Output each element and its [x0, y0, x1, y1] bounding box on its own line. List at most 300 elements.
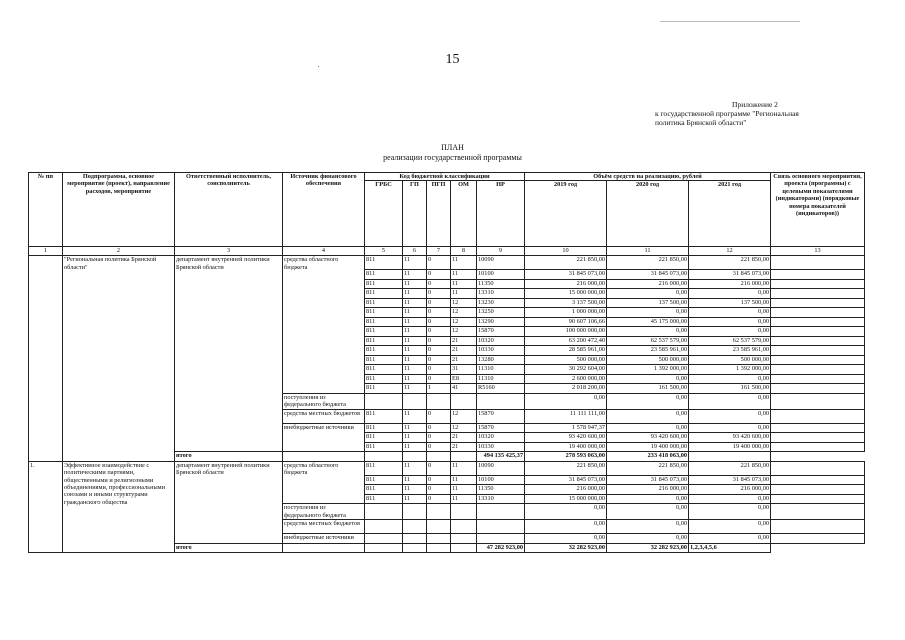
pgp-cell: 0	[427, 308, 451, 318]
amount-2021: 0,00	[689, 393, 771, 409]
amount-2020: 1 392 000,00	[607, 365, 689, 375]
index-cell: 12	[689, 247, 771, 256]
indicator-link-cell	[771, 327, 865, 337]
gp-cell: 11	[403, 336, 427, 346]
amount-2020: 31 845 073,00	[607, 270, 689, 280]
nr-cell: 11310	[477, 365, 525, 375]
header-nr: НР	[477, 181, 525, 247]
indicator-link-cell	[771, 279, 865, 289]
amount-2020: 0,00	[607, 289, 689, 299]
gp-cell: 11	[403, 298, 427, 308]
nr-cell: 10090	[477, 461, 525, 475]
header-grbs: ГРБС	[365, 181, 403, 247]
row-number: 1.	[29, 461, 63, 552]
amount-2021: 0,00	[689, 494, 771, 504]
plan-table-body	[29, 247, 865, 553]
header-no: № пп	[29, 173, 63, 247]
gp-cell: 11	[403, 256, 427, 270]
om-cell: 11	[451, 279, 477, 289]
plan-title	[0, 143, 905, 163]
pgp-cell: 0	[427, 270, 451, 280]
pgp-cell: 0	[427, 289, 451, 299]
nr-cell: 13310	[477, 289, 525, 299]
grbs-cell: 811	[365, 270, 403, 280]
empty-code-cell	[365, 452, 403, 462]
row-number	[29, 256, 63, 461]
amount-2021: 0,00	[689, 534, 771, 544]
om-cell: 12	[451, 409, 477, 423]
nr-cell: 11310	[477, 374, 525, 384]
grbs-cell: 811	[365, 494, 403, 504]
indicator-link-cell	[771, 461, 865, 475]
table-row	[29, 461, 865, 475]
indicator-link-cell	[771, 423, 865, 433]
source-oblast: средства областного бюджета	[283, 461, 365, 504]
amount-2020: 93 420 600,00	[607, 433, 689, 443]
empty-code-cell	[477, 534, 525, 544]
program-name: "Региональная политика Брянской области"	[63, 256, 175, 461]
amount-2021: 31 845 073,00	[689, 270, 771, 280]
index-cell: 10	[525, 247, 607, 256]
appendix-line-2: к государственной программе "Региональная	[655, 109, 799, 118]
indicator-link-cell	[771, 534, 865, 544]
indicator-link-cell	[771, 365, 865, 375]
source-local: средства местных бюджетов	[283, 409, 365, 423]
om-cell: 11	[451, 494, 477, 504]
amount-2020: 0,00	[607, 520, 689, 534]
header-code-group: Код бюджетной классификации	[365, 173, 525, 181]
page-number: 15	[445, 52, 460, 67]
empty-code-cell	[451, 393, 477, 409]
amount-2019: 30 292 604,00	[525, 365, 607, 375]
indicator-link-cell	[771, 384, 865, 394]
index-cell: 11	[607, 247, 689, 256]
amount-2019: 221 850,00	[525, 256, 607, 270]
gp-cell: 11	[403, 374, 427, 384]
program-name: Эффективное взаимодействие с политическими партиями, общественными и религиозными объединениями, профессиональными союзами и иными структурами гражданского общества	[63, 461, 175, 552]
om-cell: 11	[451, 270, 477, 280]
appendix-line-1: Приложение 2	[732, 100, 778, 109]
amount-2020: 32 282 923,00	[525, 543, 607, 553]
pgp-cell: 0	[427, 346, 451, 356]
index-cell: 9	[477, 247, 525, 256]
gp-cell: 11	[403, 461, 427, 475]
empty-code-cell	[477, 393, 525, 409]
amount-2021: 0,00	[689, 409, 771, 423]
amount-2021: 233 418 063,00	[607, 452, 689, 462]
gp-cell: 11	[403, 270, 427, 280]
grbs-cell: 811	[365, 308, 403, 318]
amount-2020: 0,00	[607, 327, 689, 337]
grbs-cell: 811	[365, 346, 403, 356]
grbs-cell: 811	[365, 461, 403, 475]
indicator-link-cell	[771, 494, 865, 504]
indicator-link-cell	[771, 308, 865, 318]
gp-cell: 11	[403, 355, 427, 365]
amount-2020: 31 845 073,00	[607, 475, 689, 485]
nr-cell: 10100	[477, 270, 525, 280]
amount-2021: 0,00	[689, 317, 771, 327]
amount-2019: 15 000 000,00	[525, 494, 607, 504]
empty-code-cell	[427, 504, 451, 520]
amount-2021: 19 400 000,00	[689, 442, 771, 452]
amount-2021: 221 850,00	[689, 461, 771, 475]
empty-code-cell	[365, 504, 403, 520]
header-program: Подпрограмма, основное мероприятие (проект), направление расходов, мероприятие	[63, 173, 175, 247]
amount-2019: 11 111 111,00	[525, 409, 607, 423]
om-cell: 11	[451, 475, 477, 485]
nr-cell: 10330	[477, 442, 525, 452]
gp-cell: 11	[403, 308, 427, 318]
empty-code-cell	[403, 520, 427, 534]
total-label: итого	[175, 543, 283, 553]
nr-cell: 10330	[477, 346, 525, 356]
pgp-cell: 0	[427, 409, 451, 423]
om-cell: 11	[451, 289, 477, 299]
gp-cell: 11	[403, 317, 427, 327]
amount-2021: 161 500,00	[689, 384, 771, 394]
gp-cell: 11	[403, 475, 427, 485]
amount-2019: 0,00	[525, 534, 607, 544]
amount-2019: 1 578 947,37	[525, 423, 607, 433]
amount-2019: 93 420 600,00	[525, 433, 607, 443]
amount-2021: 500 000,00	[689, 355, 771, 365]
om-cell: 12	[451, 298, 477, 308]
pgp-cell: 0	[427, 317, 451, 327]
om-cell: 21	[451, 442, 477, 452]
indicator-link-cell	[771, 256, 865, 270]
amount-2019: 2 018 200,00	[525, 384, 607, 394]
table-row	[29, 256, 865, 270]
pgp-cell: 0	[427, 485, 451, 495]
index-cell: 8	[451, 247, 477, 256]
pgp-cell: 1	[427, 384, 451, 394]
source-federal: поступления из федерального бюджета	[283, 393, 365, 409]
indicator-link-cell	[771, 355, 865, 365]
source-local: средства местных бюджетов	[283, 520, 365, 534]
index-cell: 13	[771, 247, 865, 256]
amount-2021: 0,00	[689, 289, 771, 299]
amount-2019: 28 585 961,00	[525, 346, 607, 356]
indicator-link-cell	[771, 393, 865, 409]
pgp-cell: 0	[427, 279, 451, 289]
empty-code-cell	[427, 534, 451, 544]
om-cell: 41	[451, 384, 477, 394]
amount-2019: 90 607 106,66	[525, 317, 607, 327]
header-source: Источник финансового обеспечения	[283, 173, 365, 247]
amount-2020: 137 500,00	[607, 298, 689, 308]
amount-2020: 0,00	[607, 504, 689, 520]
header-pgp: ПГП	[427, 181, 451, 247]
empty-code-cell	[365, 543, 403, 553]
pgp-cell: 0	[427, 355, 451, 365]
empty-code-cell	[427, 452, 451, 462]
empty-code-cell	[451, 543, 477, 553]
amount-2020: 216 000,00	[607, 279, 689, 289]
header-gp: ГП	[403, 181, 427, 247]
header-2021: 2021 год	[689, 181, 771, 247]
amount-2021: 0,00	[689, 423, 771, 433]
indicator-link-cell	[771, 475, 865, 485]
source-extra: внебюджетные источники	[283, 534, 365, 544]
om-cell: 11	[451, 485, 477, 495]
amount-2019: 15 000 000,00	[525, 289, 607, 299]
source-federal: поступления из федерального бюджета	[283, 504, 365, 520]
pgp-cell: 0	[427, 298, 451, 308]
amount-2021: 0,00	[689, 374, 771, 384]
index-row	[29, 247, 865, 256]
indicator-link-cell	[771, 298, 865, 308]
empty-code-cell	[477, 504, 525, 520]
amount-2019: 19 400 000,00	[525, 442, 607, 452]
plan-title-line-2: реализации государственной программы	[383, 153, 522, 162]
amount-2019: 0,00	[525, 393, 607, 409]
empty-code-cell	[283, 452, 365, 462]
grbs-cell: 811	[365, 365, 403, 375]
indicator-link-cell: 1,2,3,4,5,6	[689, 543, 771, 553]
grbs-cell: 811	[365, 442, 403, 452]
nr-cell: 13290	[477, 317, 525, 327]
appendix-note	[655, 100, 855, 127]
empty-code-cell	[451, 452, 477, 462]
plan-title-line-1: ПЛАН	[441, 143, 464, 152]
grbs-cell: 811	[365, 289, 403, 299]
empty-code-cell	[451, 504, 477, 520]
nr-cell: R5160	[477, 384, 525, 394]
indicator-link-cell	[771, 442, 865, 452]
empty-code-cell	[427, 543, 451, 553]
source-extra: внебюджетные источники	[283, 423, 365, 452]
amount-2021: 0,00	[689, 504, 771, 520]
pgp-cell: 0	[427, 494, 451, 504]
grbs-cell: 811	[365, 298, 403, 308]
nr-cell: 15870	[477, 327, 525, 337]
amount-2020: 0,00	[607, 494, 689, 504]
gp-cell: 11	[403, 365, 427, 375]
empty-code-cell	[365, 534, 403, 544]
indicator-link-cell	[771, 409, 865, 423]
amount-2019: 3 137 500,00	[525, 298, 607, 308]
amount-2020: 19 400 000,00	[607, 442, 689, 452]
amount-2020: 0,00	[607, 393, 689, 409]
pgp-cell: 0	[427, 256, 451, 270]
header-volume-group: Объём средств на реализацию, рублей	[525, 173, 771, 181]
amount-2020: 221 850,00	[607, 256, 689, 270]
index-cell: 4	[283, 247, 365, 256]
amount-2020: 216 000,00	[607, 485, 689, 495]
amount-2020: 0,00	[607, 423, 689, 433]
amount-2020: 23 585 961,00	[607, 346, 689, 356]
grbs-cell: 811	[365, 485, 403, 495]
gp-cell: 11	[403, 346, 427, 356]
nr-cell: 13280	[477, 355, 525, 365]
amount-2021: 62 537 579,00	[689, 336, 771, 346]
amount-2020: 0,00	[607, 534, 689, 544]
header-om: ОМ	[451, 181, 477, 247]
nr-cell: 13230	[477, 298, 525, 308]
empty-code-cell	[403, 393, 427, 409]
scan-speck	[318, 66, 319, 67]
grbs-cell: 811	[365, 336, 403, 346]
nr-cell: 10320	[477, 336, 525, 346]
amount-2020: 278 593 063,00	[525, 452, 607, 462]
gp-cell: 11	[403, 442, 427, 452]
grbs-cell: 811	[365, 475, 403, 485]
om-cell: 21	[451, 336, 477, 346]
appendix-line-3: политика Брянской области"	[655, 118, 747, 127]
header-2020: 2020 год	[607, 181, 689, 247]
amount-2021: 0,00	[689, 308, 771, 318]
pgp-cell: 0	[427, 433, 451, 443]
empty-code-cell	[451, 534, 477, 544]
pgp-cell: 0	[427, 327, 451, 337]
gp-cell: 11	[403, 494, 427, 504]
index-cell: 7	[427, 247, 451, 256]
header-2019: 2019 год	[525, 181, 607, 247]
index-cell: 6	[403, 247, 427, 256]
nr-cell: 13250	[477, 308, 525, 318]
amount-2019: 31 845 073,00	[525, 270, 607, 280]
om-cell: 31	[451, 365, 477, 375]
plan-table	[28, 172, 865, 553]
om-cell: 12	[451, 308, 477, 318]
amount-2021: 0,00	[689, 327, 771, 337]
pgp-cell: 0	[427, 423, 451, 433]
empty-code-cell	[427, 393, 451, 409]
amount-2020: 0,00	[607, 409, 689, 423]
empty-code-cell	[477, 520, 525, 534]
grbs-cell: 811	[365, 355, 403, 365]
grbs-cell: 811	[365, 327, 403, 337]
om-cell: 12	[451, 317, 477, 327]
amount-2020: 221 850,00	[607, 461, 689, 475]
empty-code-cell	[403, 534, 427, 544]
amount-2019: 63 200 472,40	[525, 336, 607, 346]
nr-cell: 13310	[477, 494, 525, 504]
amount-2019: 0,00	[525, 504, 607, 520]
amount-2021: 23 585 961,00	[689, 346, 771, 356]
amount-2019: 2 600 000,00	[525, 374, 607, 384]
index-cell: 5	[365, 247, 403, 256]
amount-2020: 45 175 000,00	[607, 317, 689, 327]
empty-code-cell	[451, 520, 477, 534]
indicator-link-cell	[771, 433, 865, 443]
pgp-cell: 0	[427, 365, 451, 375]
grbs-cell: 811	[365, 279, 403, 289]
header-executor: Ответственный исполнитель, соисполнитель	[175, 173, 283, 247]
nr-cell: 10090	[477, 256, 525, 270]
amount-2021: 137 500,00	[689, 298, 771, 308]
empty-code-cell	[403, 504, 427, 520]
amount-2019: 216 000,00	[525, 279, 607, 289]
nr-cell: 10100	[477, 475, 525, 485]
amount-2021: 216 000,00	[689, 485, 771, 495]
amount-2020: 500 000,00	[607, 355, 689, 365]
gp-cell: 11	[403, 433, 427, 443]
gp-cell: 11	[403, 409, 427, 423]
gp-cell: 11	[403, 279, 427, 289]
empty-code-cell	[403, 543, 427, 553]
amount-2019: 47 282 923,00	[477, 543, 525, 553]
grbs-cell: 811	[365, 384, 403, 394]
grbs-cell: 811	[365, 423, 403, 433]
amount-2020: 0,00	[607, 308, 689, 318]
amount-2019: 31 845 073,00	[525, 475, 607, 485]
om-cell: 11	[451, 256, 477, 270]
amount-2021: 1 392 000,00	[689, 365, 771, 375]
total-label: итого	[175, 452, 283, 462]
empty-code-cell	[403, 452, 427, 462]
pgp-cell: 0	[427, 475, 451, 485]
om-cell: 21	[451, 433, 477, 443]
amount-2021: 31 845 073,00	[689, 475, 771, 485]
indicator-link-cell	[771, 485, 865, 495]
index-cell: 1	[29, 247, 63, 256]
indicator-link-cell	[771, 374, 865, 384]
gp-cell: 11	[403, 423, 427, 433]
amount-2020: 161 500,00	[607, 384, 689, 394]
indicator-link-cell	[771, 504, 865, 520]
amount-2019: 100 000 000,00	[525, 327, 607, 337]
indicator-link-cell	[771, 336, 865, 346]
pgp-cell: 0	[427, 336, 451, 346]
executor-name: департамент внутренней политики Брянской области	[175, 256, 283, 452]
source-oblast: средства областного бюджета	[283, 256, 365, 394]
gp-cell: 11	[403, 327, 427, 337]
amount-2021: 93 420 600,00	[689, 433, 771, 443]
empty-code-cell	[365, 520, 403, 534]
om-cell: 12	[451, 327, 477, 337]
header-link: Связь основного мероприятия, проекта (программы) с целевыми показателями (индикаторами) (порядковые номера показателей (индикаторов))	[771, 173, 865, 247]
grbs-cell: 811	[365, 409, 403, 423]
amount-2019: 500 000,00	[525, 355, 607, 365]
amount-2019: 0,00	[525, 520, 607, 534]
empty-code-cell	[365, 393, 403, 409]
nr-cell: 15870	[477, 409, 525, 423]
amount-2021: 32 282 923,00	[607, 543, 689, 553]
amount-2021: 221 850,00	[689, 256, 771, 270]
pgp-cell: 0	[427, 461, 451, 475]
nr-cell: 11350	[477, 279, 525, 289]
nr-cell: 10320	[477, 433, 525, 443]
amount-2020: 0,00	[607, 374, 689, 384]
amount-2019: 216 000,00	[525, 485, 607, 495]
index-cell: 3	[175, 247, 283, 256]
amount-2020: 62 537 579,00	[607, 336, 689, 346]
indicator-link-cell	[771, 317, 865, 327]
gp-cell: 11	[403, 485, 427, 495]
indicator-link-cell	[771, 346, 865, 356]
grbs-cell: 811	[365, 433, 403, 443]
executor-name: департамент внутренней политики Брянской области	[175, 461, 283, 543]
pgp-cell: 0	[427, 442, 451, 452]
index-cell: 2	[63, 247, 175, 256]
grbs-cell: 811	[365, 317, 403, 327]
amount-2019: 1 000 000,00	[525, 308, 607, 318]
empty-code-cell	[283, 543, 365, 553]
indicator-link-cell	[771, 520, 865, 534]
om-cell: 11	[451, 461, 477, 475]
grbs-cell: 811	[365, 256, 403, 270]
om-cell: 12	[451, 423, 477, 433]
empty-code-cell	[427, 520, 451, 534]
scan-speck	[660, 21, 800, 22]
grbs-cell: 811	[365, 374, 403, 384]
om-cell: 21	[451, 346, 477, 356]
pgp-cell: 0	[427, 374, 451, 384]
nr-cell: 11350	[477, 485, 525, 495]
indicator-link-cell	[689, 452, 771, 462]
